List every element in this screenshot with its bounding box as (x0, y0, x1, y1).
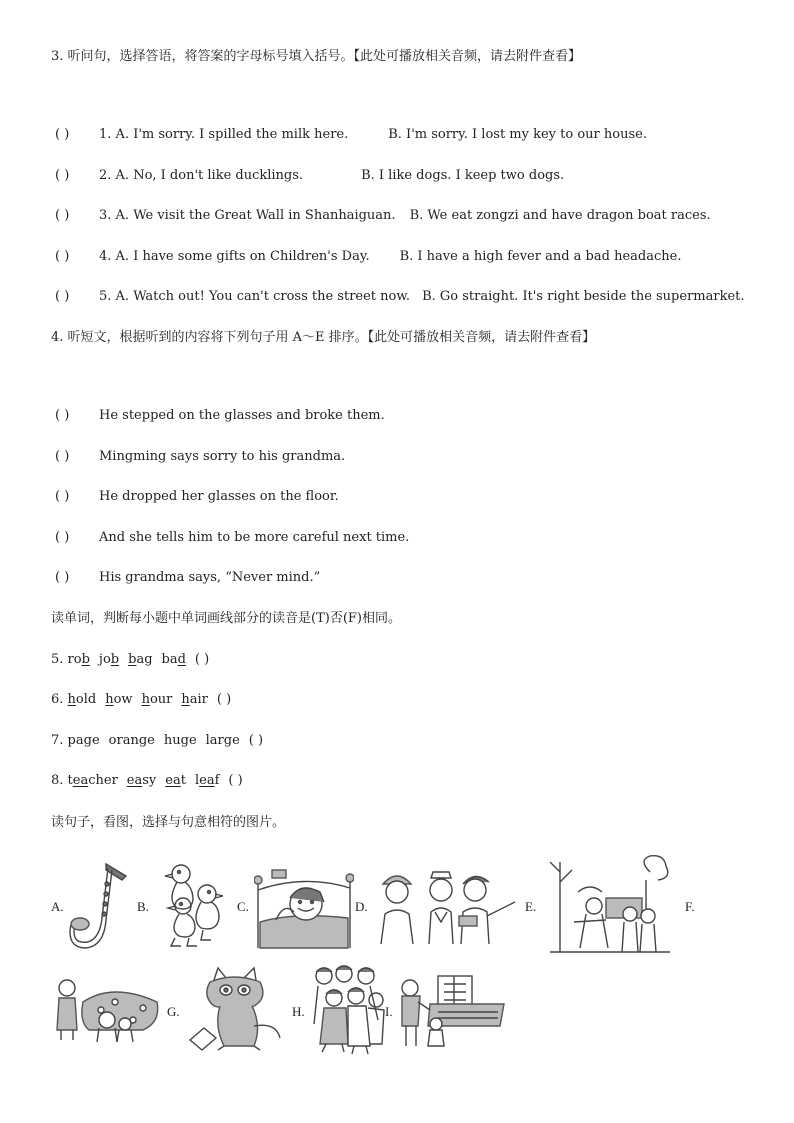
answer-bracket[interactable]: ( ) (55, 249, 70, 264)
word: job (98, 652, 120, 667)
picture-label-a: A. (51, 899, 64, 914)
answer-bracket[interactable]: ( ) (55, 208, 70, 223)
word: huge (163, 733, 197, 748)
option-a: 5. A. Watch out! You can't cross the street now. (99, 289, 411, 304)
question-row (55, 289, 745, 305)
three-workers-icon (375, 866, 527, 944)
word: rob (67, 652, 90, 667)
answer-bracket[interactable]: ( ) (228, 773, 243, 788)
section-3-title: 3. 听问句，选择答语，将答案的字母标号填入括号。【此处可播放相关音频，请去附件查看】 (51, 49, 582, 64)
picture-label-e: E. (525, 899, 537, 914)
option-a: 3. A. We visit the Great Wall in Shanhaiguan. (99, 208, 396, 223)
question-row (55, 127, 647, 143)
word: page (67, 733, 100, 748)
answer-bracket[interactable]: ( ) (194, 652, 210, 667)
word: hour (141, 692, 173, 707)
grandpa-with-children-icon (53, 972, 163, 1042)
question-row (55, 208, 711, 224)
option-b: B. I'm sorry. I lost my key to our house. (388, 127, 647, 142)
ordering-row (55, 570, 320, 586)
answer-bracket[interactable]: ( ) (55, 127, 70, 142)
picture-label-c: C. (237, 899, 249, 914)
answer-bracket[interactable]: ( ) (55, 570, 70, 585)
ducks-icon (155, 860, 230, 948)
word: orange (108, 733, 155, 748)
answer-bracket[interactable]: ( ) (55, 408, 70, 423)
word: teacher (67, 773, 118, 788)
saxophone-icon (66, 858, 134, 954)
sentence: He dropped her glasses on the floor. (99, 489, 339, 504)
option-a: 2. A. No, I don't like ducklings. (99, 168, 304, 183)
pictures-title: 读句子，看图，选择与句意相符的图片。 (51, 815, 286, 830)
phonics-q7: 7. page orange huge large ( ) (51, 733, 264, 748)
option-b: B. We eat zongzi and have dragon boat races. (409, 208, 711, 223)
sick-boy-in-bed-icon (254, 862, 354, 950)
planting-trees-icon (546, 852, 674, 954)
word: how (105, 692, 133, 707)
option-b: B. I like dogs. I keep two dogs. (361, 168, 565, 183)
option-b: B. Go straight. It's right beside the supermarket. (422, 289, 745, 304)
answer-bracket[interactable]: ( ) (55, 449, 70, 464)
question-row (55, 168, 564, 184)
picture-label-d: D. (355, 899, 368, 914)
word: hair (181, 692, 208, 707)
phonics-q5: 5. rob job bag bad ( ) (51, 652, 210, 667)
man-and-child-with-building-icon (398, 974, 508, 1050)
picture-label-g: G. (167, 1004, 180, 1019)
sentence: And she tells him to be more careful next time. (99, 530, 410, 545)
question-row (55, 249, 681, 265)
answer-bracket[interactable]: ( ) (248, 733, 264, 748)
picture-label-b: B. (137, 899, 149, 914)
ordering-row (55, 408, 385, 424)
word: hold (67, 692, 97, 707)
sentence: His grandma says, “Never mind.” (99, 570, 321, 585)
picture-label-i: I. (385, 1004, 393, 1019)
cat-icon (184, 966, 286, 1052)
group-of-children-icon (308, 964, 390, 1054)
word: easy (126, 773, 157, 788)
option-a: 1. A. I'm sorry. I spilled the milk here. (99, 127, 349, 142)
option-b: B. I have a high fever and a bad headache. (399, 249, 682, 264)
answer-bracket[interactable]: ( ) (55, 489, 70, 504)
phonics-title: 读单词，判断每小题中单词画线部分的读音是(T)否(F)相同。 (51, 611, 401, 626)
answer-bracket[interactable]: ( ) (55, 530, 70, 545)
answer-bracket[interactable]: ( ) (216, 692, 232, 707)
answer-bracket[interactable]: ( ) (55, 289, 70, 304)
ordering-row (55, 530, 409, 546)
phonics-q6: 6. hold how hour hair ( ) (51, 692, 232, 707)
picture-label-h: H. (292, 1004, 305, 1019)
section-4-title: 4. 听短文，根据听到的内容将下列句子用 A～E 排序。【此处可播放相关音频，请去附件查看】 (51, 330, 596, 345)
word: large (205, 733, 240, 748)
phonics-q8: 8. teacher easy eat leaf ( ) (51, 773, 243, 788)
answer-bracket[interactable]: ( ) (55, 168, 70, 183)
option-a: 4. A. I have some gifts on Children's Day. (99, 249, 370, 264)
word: leaf (194, 773, 220, 788)
word: bag (128, 652, 153, 667)
ordering-row (55, 449, 345, 465)
sentence: He stepped on the glasses and broke them. (99, 408, 385, 423)
picture-label-f: F. (685, 899, 695, 914)
word: eat (165, 773, 186, 788)
ordering-row (55, 489, 339, 505)
word: bad (161, 652, 186, 667)
sentence: Mingming says sorry to his grandma. (99, 449, 346, 464)
